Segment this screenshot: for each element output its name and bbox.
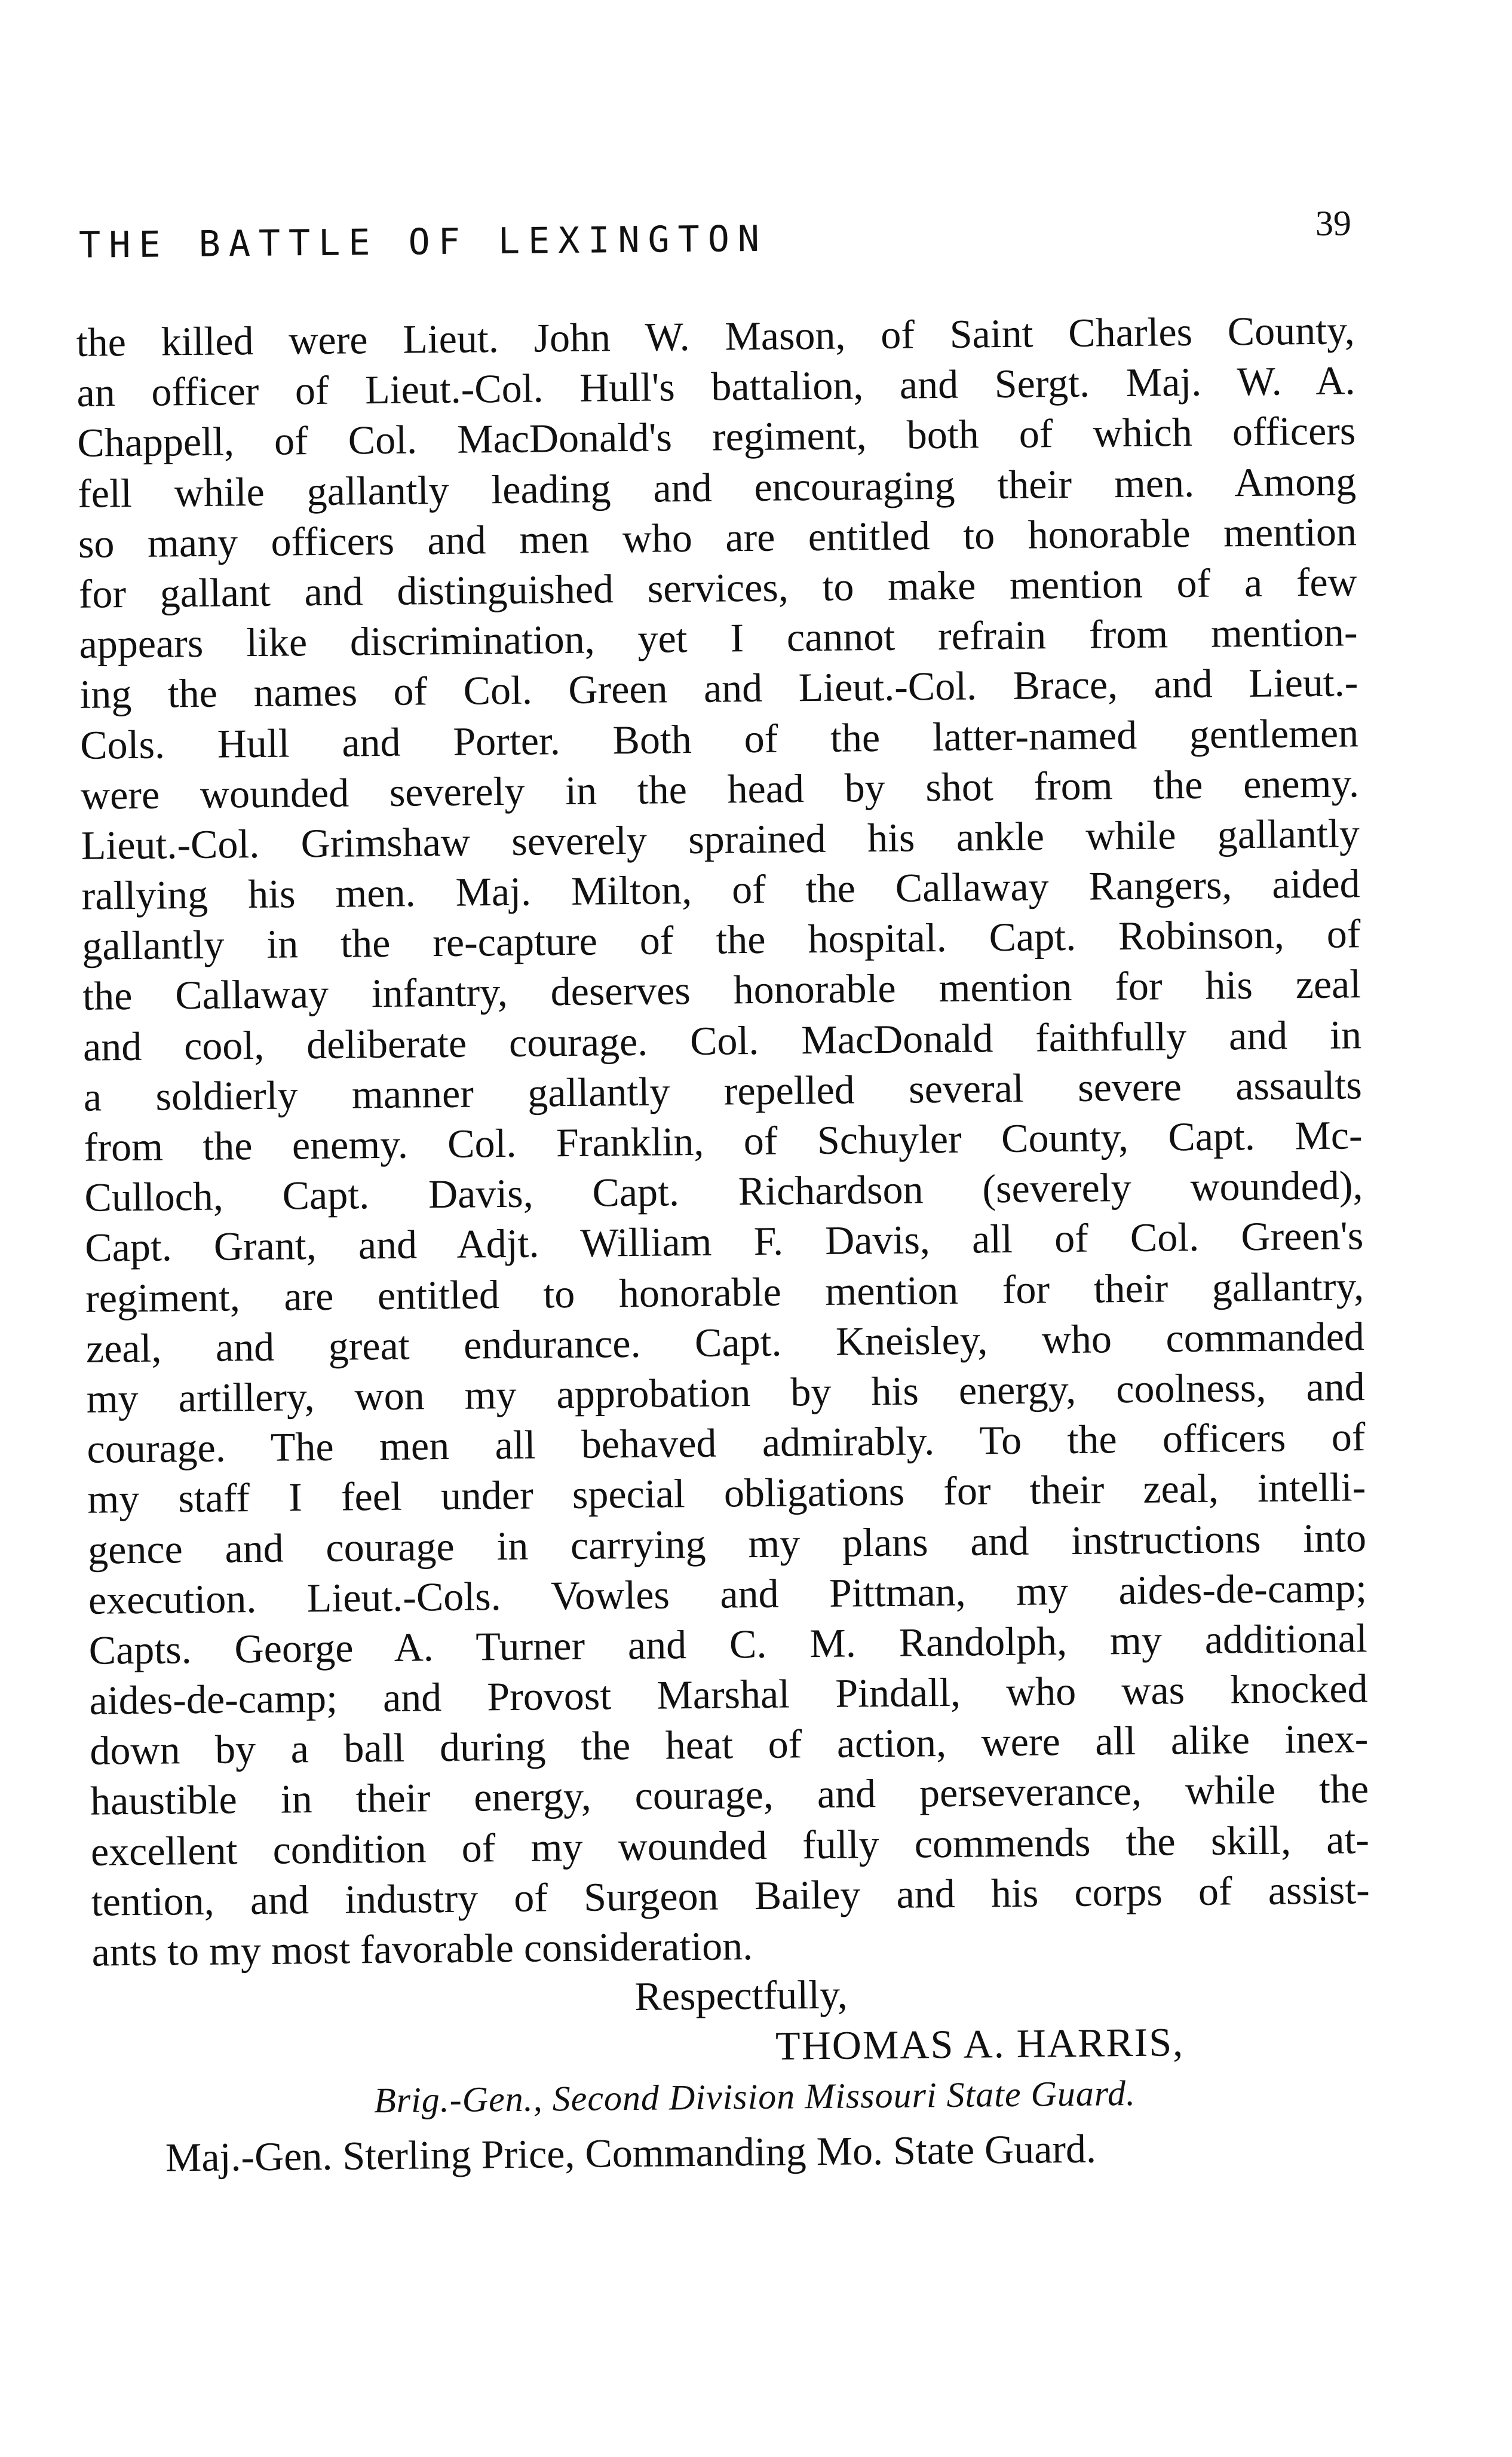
text-line: Cols. Hull and Porter. Both of the latter-named gentlemen: [79, 709, 1359, 768]
text-line: were wounded severely in the head by shot from the enemy.: [80, 759, 1360, 818]
text-line: appears like discrimination, yet I cannot refrain from mention-: [79, 609, 1358, 667]
signer-title: Brig.-Gen., Second Division Missouri State Guard.: [373, 2073, 1136, 2121]
text-line: rallying his men. Maj. Milton, of the Callaway Rangers, aided: [81, 860, 1360, 918]
text-line: gallantly in the re-capture of the hospital. Capt. Robinson, of: [82, 911, 1361, 969]
text-line: the Callaway infantry, deserves honorable mention for his zeal: [82, 961, 1361, 1019]
text-line: ants to my most favorable consideration.: [91, 1923, 753, 1975]
salutation: Respectfully,: [634, 1971, 848, 2020]
text-line: fell while gallantly leading and encouraging their men. Among: [77, 458, 1357, 516]
text-line: tention, and industry of Surgeon Bailey and his corps of assist-: [91, 1867, 1370, 1925]
text-line: a soldierly manner gallantly repelled several severe assaults: [83, 1062, 1363, 1120]
text-line: courage. The men all behaved admirably. To the officers of: [87, 1414, 1366, 1472]
text-line: gence and courage in carrying my plans and instructions into: [87, 1514, 1367, 1573]
text-line: Culloch, Capt. Davis, Capt. Richardson (severely wounded),: [84, 1162, 1363, 1220]
text-line: from the enemy. Col. Franklin, of Schuyler County, Capt. Mc-: [84, 1112, 1363, 1170]
text-line: haustible in their energy, courage, and perseverance, while the: [90, 1766, 1369, 1824]
text-line: Lieut.-Col. Grimshaw severely sprained his ankle while gallantly: [81, 810, 1360, 868]
text-line: so many officers and men who are entitled to honorable mention: [78, 508, 1357, 566]
text-line: Chappell, of Col. MacDonald's regiment, both of which officers: [77, 408, 1356, 466]
text-line: the killed were Lieut. John W. Mason, of Saint Charles County,: [76, 307, 1355, 365]
running-header: [78, 203, 1352, 272]
text-line: zeal, and great endurance. Capt. Kneisley, who commanded: [85, 1313, 1365, 1371]
text-line: ing the names of Col. Green and Lieut.-Col. Brace, and Lieut.-: [79, 659, 1358, 718]
text-line: aides-de-camp; and Provost Marshal Pindall, who was knocked: [89, 1665, 1368, 1723]
body-paragraph: [76, 305, 1370, 1977]
running-title: THE BATTLE OF LEXINGTON: [78, 217, 768, 266]
text-line: and cool, deliberate courage. Col. MacDonald faithfully and in: [82, 1011, 1362, 1070]
text-line: regiment, are entitled to honorable mention for their gallantry,: [85, 1263, 1364, 1321]
text-line: excellent condition of my wounded fully commends the skill, at-: [90, 1816, 1370, 1874]
text-line: down by a ball during the heat of action, were all alike inex-: [90, 1715, 1369, 1773]
text-line: execution. Lieut.-Cols. Vowles and Pittman, my aides-de-camp;: [88, 1564, 1367, 1623]
text-line: an officer of Lieut.-Col. Hull's battalion, and Sergt. Maj. W. A.: [76, 357, 1355, 416]
signer-name: THOMAS A. HARRIS,: [775, 2019, 1185, 2069]
text-line: for gallant and distinguished services, to make mention of a few: [78, 559, 1358, 617]
page-number: 39: [1315, 203, 1352, 243]
addressee: Maj.-Gen. Sterling Price, Commanding Mo. State Guard.: [165, 2125, 1097, 2180]
text-line: my staff I feel under special obligations for their zeal, intelli-: [87, 1464, 1366, 1522]
text-line: Capt. Grant, and Adjt. William F. Davis, all of Col. Green's: [84, 1212, 1364, 1271]
text-line: my artillery, won my approbation by his energy, coolness, and: [86, 1364, 1366, 1421]
text-line: Capts. George A. Turner and C. M. Randolph, my additional: [88, 1615, 1368, 1673]
